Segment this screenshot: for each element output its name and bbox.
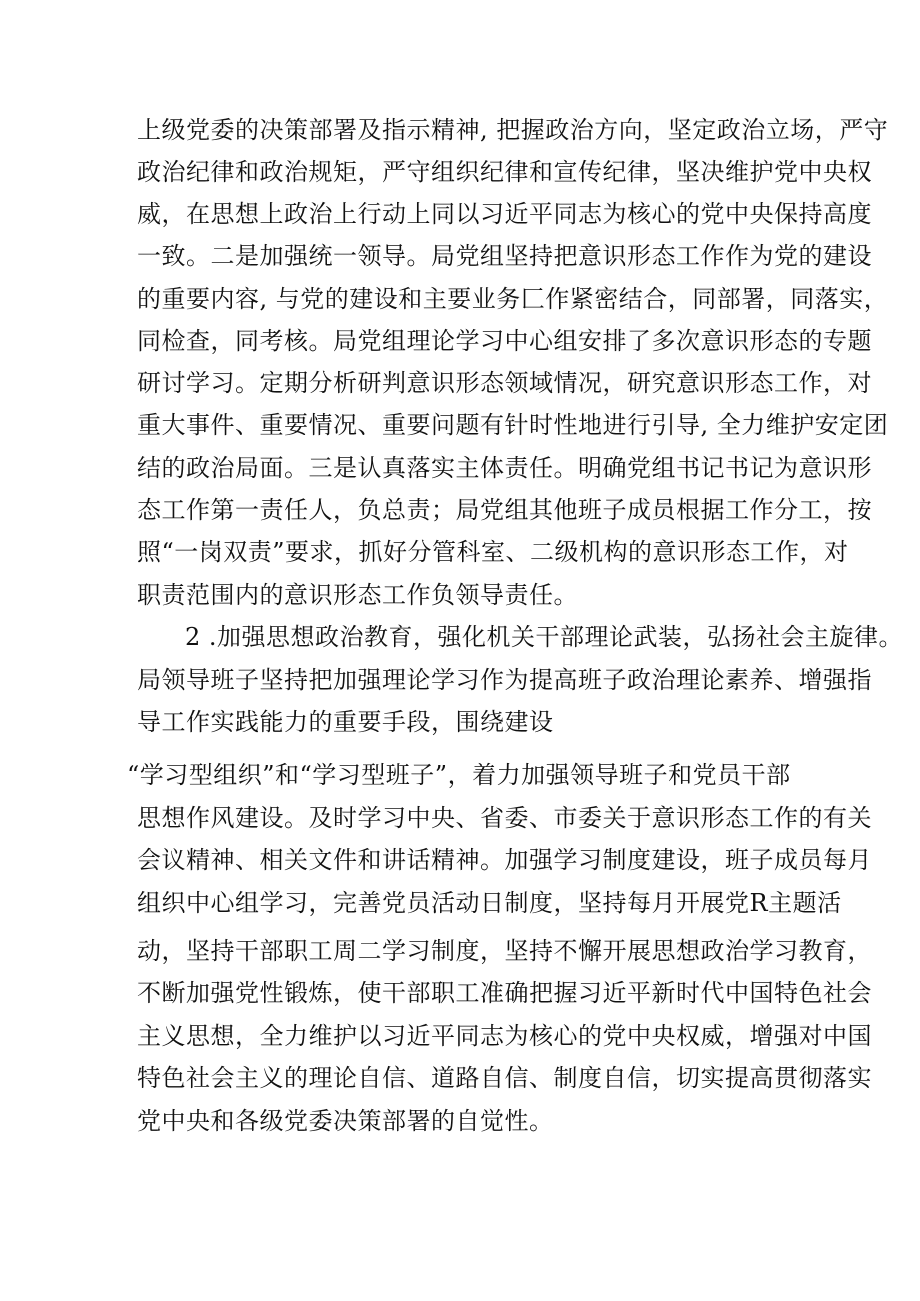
text-line: 动，坚持干部职工周二学习制度，坚持不懈开展思想政治学习教育， xyxy=(137,937,872,965)
text-line: 上级党委的决策部署及指示精神, 把握政治方向，坚定政治立场，严守 xyxy=(137,116,889,144)
text-line: 特色社会主义的理论自信、道路自信、制度自信，切实提高贯彻落实 xyxy=(137,1064,872,1092)
text-line: 研讨学习。定期分析研判意识形态领域情况，研究意识形态工作，对 xyxy=(137,369,872,397)
text-line: 重大事件、重要情况、重要问题有针时性地进行引导, 全力维护安定团 xyxy=(137,411,889,439)
text-line: 职责范围内的意识形态工作负领导责任。 xyxy=(137,581,578,609)
text-line: 结的政治局面。三是认真落实主体责任。明确党组书记书记为意识形 xyxy=(137,454,872,482)
text-line: “学习型组织”和“学习型班子”，着力加强领导班子和党员干部 xyxy=(127,761,791,789)
text-line: 会议精神、相关文件和讲话精神。加强学习制度建设，班子成员每月 xyxy=(137,846,872,874)
text-line: 局领导班子坚持把加强理论学习作为提高班子政治理论素养、增强指 xyxy=(137,666,872,694)
text-line: 一致。二是加强统一领导。局党组坚持把意识形态工作作为党的建设 xyxy=(137,242,872,270)
text-line: 思想作风建设。及时学习中央、省委、市委关于意识形态工作的有关 xyxy=(137,804,872,832)
text-line: 政治纪律和政治规矩，严守组织纪律和宣传纪律，坚决维护党中央权 xyxy=(137,158,872,186)
text-line: 导工作实践能力的重要手段，围绕建设 xyxy=(137,708,554,736)
text-line: 的重要内容, 与党的建设和主要业务匚作紧密结合，同部署，同落实， xyxy=(137,285,889,313)
section-heading-2: 2 .加强思想政治教育，强化机关干部理论武装，弘扬社会主旋律。 xyxy=(185,623,904,651)
text-line: 照“一岗双责”要求，抓好分管科室、二级机构的意识形态工作，对 xyxy=(137,538,849,566)
text-line: 不断加强党性锻炼，使干部职工准确把握习近平新时代中国特色社会 xyxy=(137,979,872,1007)
text-line: 主义思想，全力维护以习近平同志为核心的党中央权威，增强对中国 xyxy=(137,1022,872,1050)
text-line: 党中央和各级党委决策部署的自觉性。 xyxy=(137,1107,554,1135)
text-line: 态工作第一责任人，负总责；局党组其他班子成员根据工作分工，按 xyxy=(137,496,872,524)
text-line: 同检查，同考核。局党组理论学习中心组安排了多次意识形态的专题 xyxy=(137,327,872,355)
text-line: 威，在思想上政治上行动上同以习近平同志为核心的党中央保持高度 xyxy=(137,200,872,228)
text-line: 组织中心组学习，完善党员活动日制度，坚持每月开展党R主题活 xyxy=(137,889,842,917)
